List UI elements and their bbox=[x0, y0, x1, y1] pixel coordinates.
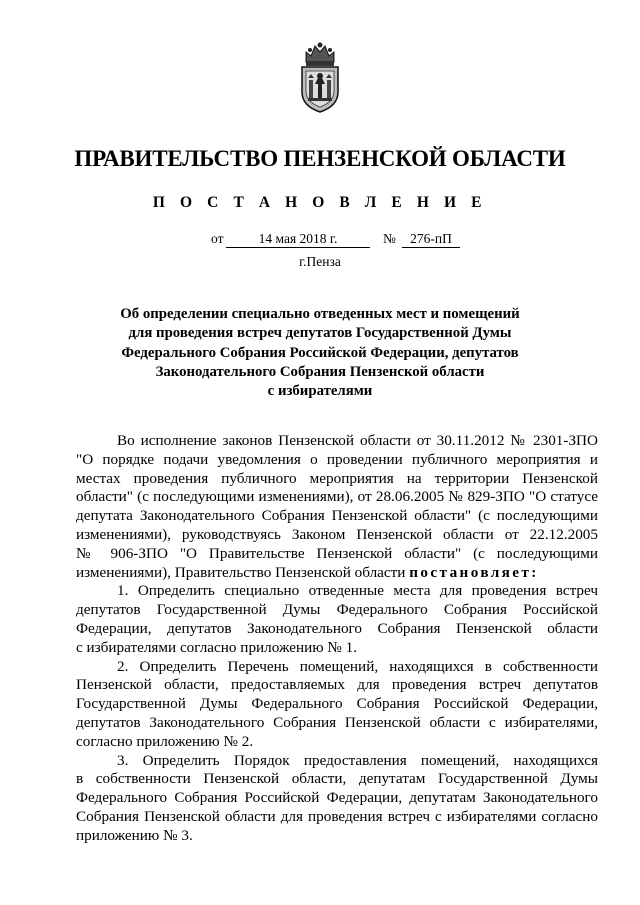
body-line: "О порядке подачи уведомления о проведении публичного мероприятия и bbox=[76, 450, 598, 468]
item-3-line: 3. Определить Порядок предоставления помещений, находящихся bbox=[117, 751, 598, 769]
number-prefix-label: № bbox=[383, 231, 396, 246]
body-line: Во исполнение законов Пензенской области от 30.11.2012 № 2301-ЗПО bbox=[117, 432, 598, 449]
document-number: 276-пП bbox=[402, 231, 460, 248]
date-number-line bbox=[0, 231, 640, 251]
document-subject bbox=[60, 305, 580, 401]
item-2-line: Пензенской области, предоставляемых для проведения встреч депутатов bbox=[76, 676, 598, 694]
body-line: № 906-ЗПО "О Правительстве Пензенской области" (с последующими bbox=[76, 544, 598, 562]
document-type-heading: П О С Т А Н О В Л Е Н И Е bbox=[152, 194, 488, 211]
item-2-line: согласно приложению № 2. bbox=[76, 732, 254, 750]
body-line: изменениями), руководствуясь Законом Пензенской области от 22.12.2005 bbox=[76, 525, 598, 543]
item-3-line: Собрания Пензенской области для проведения встреч с избирателями согласно bbox=[76, 807, 598, 825]
city-label: г.Пенза bbox=[299, 254, 341, 269]
organization-title: ПРАВИТЕЛЬСТВО ПЕНЗЕНСКОЙ ОБЛАСТИ bbox=[74, 146, 566, 171]
item-1-line: депутатов Государственной Думы Федерального Собрания Российской bbox=[76, 601, 598, 619]
date-prefix-label: от bbox=[211, 231, 224, 246]
item-2-line: Государственной Думы Федерального Собрания Российской Федерации, bbox=[76, 695, 598, 713]
body-line: местах проведения публичного мероприятия на территории Пензенской bbox=[76, 469, 598, 487]
body-line-resolution bbox=[76, 564, 598, 583]
subject-line: Федерального Собрания Российской Федерации, депутатов bbox=[121, 344, 519, 361]
coat-of-arms-emblem bbox=[298, 40, 342, 114]
item-1-line: Федерации, депутатов Законодательного Собрания Пензенской области bbox=[76, 619, 598, 637]
body-line: области" (с последующими изменениями), от 28.06.2005 № 829-ЗПО "О статусе bbox=[76, 488, 598, 506]
body-line: депутата Законодательного Собрания Пензенской области" (с последующими bbox=[76, 507, 598, 525]
item-3-line: в собственности Пензенской области, депутатам Государственной Думы bbox=[76, 770, 598, 788]
item-3-line: приложению № 3. bbox=[76, 826, 193, 844]
item-1-line: с избирателями согласно приложению № 1. bbox=[76, 638, 358, 656]
subject-line: Об определении специально отведенных мест и помещений bbox=[120, 306, 520, 322]
item-2-line: депутатов Законодательного Собрания Пензенской области с избирателями, bbox=[76, 713, 598, 731]
document-date: 14 мая 2018 г. bbox=[226, 231, 370, 248]
item-3-line: Федерального Собрания Российской Федерации, депутатам Законодательного bbox=[76, 789, 598, 807]
item-1-line: 1. Определить специально отведенные места для проведения встреч bbox=[117, 582, 598, 600]
subject-line: Законодательного Собрания Пензенской области bbox=[155, 363, 485, 380]
preamble-closing: изменениями), Правительство Пензенской области bbox=[76, 563, 406, 581]
resolves-keyword: постановляет: bbox=[409, 563, 539, 581]
item-2-line: 2. Определить Перечень помещений, находящихся в собственности bbox=[117, 657, 598, 675]
subject-line: с избирателями bbox=[267, 383, 373, 400]
document-body bbox=[76, 432, 598, 846]
subject-line: для проведения встреч депутатов Государственной Думы bbox=[128, 325, 512, 342]
